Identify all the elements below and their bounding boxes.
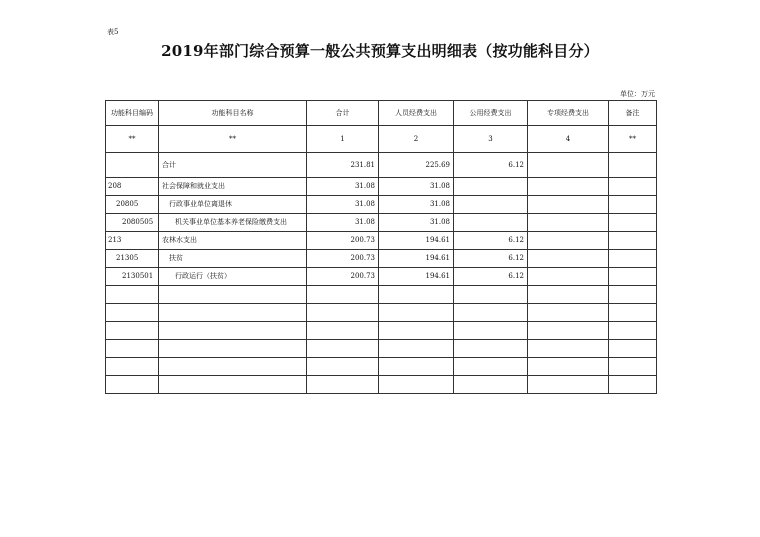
remark-cell: [609, 153, 657, 178]
unit-label: 单位：万元: [620, 90, 655, 98]
index-row: [106, 126, 657, 153]
name-cell: 农林水支出: [159, 232, 307, 250]
header-total: 合计: [307, 101, 379, 126]
remark-cell: [609, 250, 657, 268]
public-cell: 6.12: [454, 153, 528, 178]
special-cell: [528, 153, 609, 178]
special-cell: [528, 196, 609, 214]
remark-cell: [609, 178, 657, 196]
remark-cell: [609, 196, 657, 214]
public-cell: 6.12: [454, 232, 528, 250]
table-row: [106, 268, 657, 286]
empty-row: [106, 376, 657, 394]
index-cell: 4: [528, 126, 609, 153]
table-row: [106, 232, 657, 250]
remark-cell: [609, 232, 657, 250]
empty-row: [106, 340, 657, 358]
index-cell: 2: [379, 126, 454, 153]
empty-row: [106, 322, 657, 340]
code-cell: 20805: [106, 196, 159, 214]
name-cell: 扶贫: [159, 250, 307, 268]
header-personnel: 人员经费支出: [379, 101, 454, 126]
personnel-cell: 31.08: [379, 178, 454, 196]
total-cell: 200.73: [307, 250, 379, 268]
total-cell: 200.73: [307, 268, 379, 286]
name-cell: 机关事业单位基本养老保险缴费支出: [159, 214, 307, 232]
table-row: [106, 178, 657, 196]
index-cell: **: [159, 126, 307, 153]
personnel-cell: 31.08: [379, 214, 454, 232]
total-cell: 31.08: [307, 214, 379, 232]
remark-cell: [609, 214, 657, 232]
index-cell: 3: [454, 126, 528, 153]
name-cell: 行政事业单位离退休: [159, 196, 307, 214]
table-row: [106, 214, 657, 232]
table-row: [106, 250, 657, 268]
public-cell: [454, 196, 528, 214]
empty-row: [106, 358, 657, 376]
index-cell: **: [106, 126, 159, 153]
special-cell: [528, 232, 609, 250]
personnel-cell: 225.69: [379, 153, 454, 178]
table-header-row: [106, 101, 657, 126]
name-cell: 社会保障和就业支出: [159, 178, 307, 196]
public-cell: [454, 178, 528, 196]
code-cell: 21305: [106, 250, 159, 268]
code-cell: 208: [106, 178, 159, 196]
total-cell: 200.73: [307, 232, 379, 250]
total-cell: 31.08: [307, 178, 379, 196]
empty-row: [106, 304, 657, 322]
personnel-cell: 194.61: [379, 232, 454, 250]
code-cell: [106, 153, 159, 178]
special-cell: [528, 214, 609, 232]
table-row: [106, 196, 657, 214]
remark-cell: [609, 268, 657, 286]
header-code: 功能科目编码: [106, 101, 159, 126]
special-cell: [528, 268, 609, 286]
code-cell: 2130501: [106, 268, 159, 286]
special-cell: [528, 250, 609, 268]
public-cell: [454, 214, 528, 232]
name-cell: 合计: [159, 153, 307, 178]
personnel-cell: 194.61: [379, 250, 454, 268]
table-number-label: 表5: [107, 28, 119, 36]
empty-row: [106, 286, 657, 304]
code-cell: 2080505: [106, 214, 159, 232]
total-row: [106, 153, 657, 178]
special-cell: [528, 178, 609, 196]
code-cell: 213: [106, 232, 159, 250]
public-cell: 6.12: [454, 250, 528, 268]
public-cell: 6.12: [454, 268, 528, 286]
total-cell: 231.81: [307, 153, 379, 178]
name-cell: 行政运行（扶贫）: [159, 268, 307, 286]
header-special: 专项经费支出: [528, 101, 609, 126]
header-name: 功能科目名称: [159, 101, 307, 126]
expenditure-table: [105, 100, 657, 394]
index-cell: **: [609, 126, 657, 153]
personnel-cell: 31.08: [379, 196, 454, 214]
total-cell: 31.08: [307, 196, 379, 214]
header-remark: 备注: [609, 101, 657, 126]
index-cell: 1: [307, 126, 379, 153]
personnel-cell: 194.61: [379, 268, 454, 286]
header-public: 公用经费支出: [454, 101, 528, 126]
document-title: 2019年部门综合预算一般公共预算支出明细表（按功能科目分）: [161, 42, 599, 60]
